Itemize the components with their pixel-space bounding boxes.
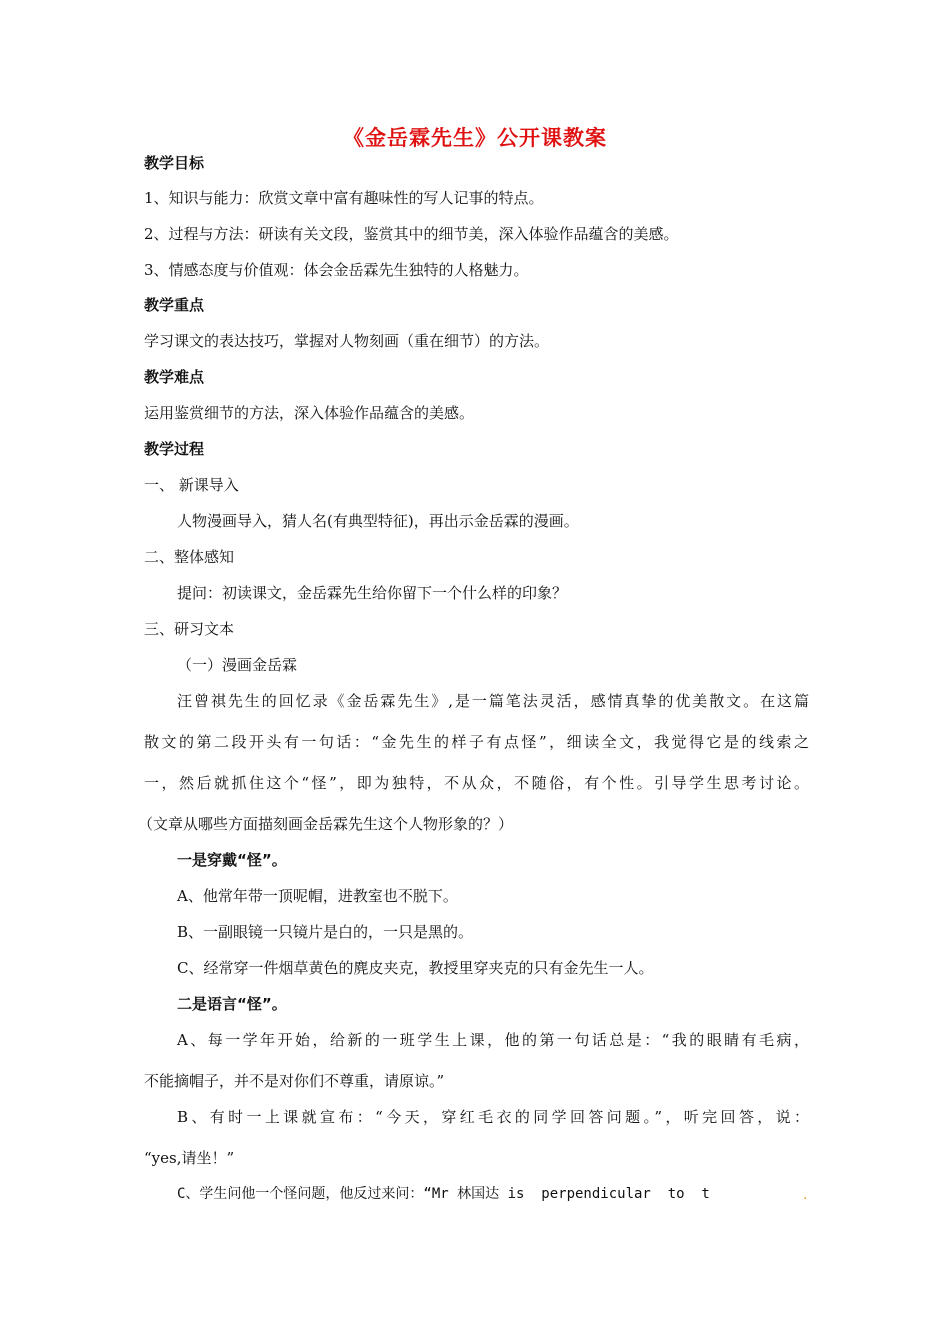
speech-item-c-line1: C、学生问他一个怪问题，他反过来问：“Mr 林国达 is perpendicular to t	[177, 1186, 710, 1202]
dress-heading: 一是穿戴“怪”。	[177, 851, 287, 869]
step1-title: 一、 新课导入	[144, 476, 239, 494]
key-text: 学习课文的表达技巧，掌握对人物刻画（重在细节）的方法。	[144, 332, 550, 350]
speech-item-a-line2: 不能摘帽子，并不是对你们不尊重，请原谅。”	[144, 1072, 445, 1090]
dress-item-a: A、他常年带一顶呢帽，进教室也不脱下。	[177, 887, 458, 905]
dress-item-b: B、一副眼镜一只镜片是白的，一只是黑的。	[177, 923, 474, 941]
para1-line2: 散文的第二段开头有一句话：“金先生的样子有点怪”，细读全文，我觉得它是的线索之	[144, 733, 809, 751]
step2-title: 二、整体感知	[144, 548, 235, 566]
para1-line1: 汪曾祺先生的回忆录《金岳霖先生》,是一篇笔法灵活，感情真挚的优美散文。在这篇	[177, 692, 809, 710]
step1-text: 人物漫画导入，猜人名(有典型特征)，再出示金岳霖的漫画。	[177, 512, 579, 530]
para1-line4: （文章从哪些方面描刻画金岳霖先生这个人物形象的？）	[138, 815, 514, 833]
speech-item-b-line2: “yes,请坐！”	[144, 1149, 235, 1167]
difficulty-heading: 教学难点	[144, 368, 205, 386]
objectives-heading: 教学目标	[144, 154, 205, 172]
speech-item-a-line1: A、每一学年开始，给新的一班学生上课，他的第一句话总是：“我的眼睛有毛病，	[177, 1031, 809, 1049]
document-title: 《金岳霖先生》公开课教案	[343, 126, 607, 150]
para1-line3: 一，然后就抓住这个“怪”，即为独特，不从众，不随俗，有个性。引导学生思考讨论。	[144, 774, 809, 792]
speech-heading: 二是语言“怪”。	[177, 995, 287, 1013]
step3-title: 三、研习文本	[144, 620, 235, 638]
speech-item-b-line1: B、有时一上课就宣布：“今天，穿红毛衣的同学回答问题。”，听完回答，说：	[177, 1108, 809, 1126]
objective-2: 2、过程与方法：研读有关文段，鉴赏其中的细节美，深入体验作品蕴含的美感。	[144, 225, 679, 243]
sub1-title: （一）漫画金岳霖	[177, 656, 298, 674]
cursor-dot: .	[803, 1187, 808, 1203]
dress-item-c: C、经常穿一件烟草黄色的麂皮夹克，教授里穿夹克的只有金先生一人。	[177, 959, 654, 977]
difficulty-text: 运用鉴赏细节的方法，深入体验作品蕴含的美感。	[144, 404, 475, 422]
step2-text: 提问：初读课文，金岳霖先生给你留下一个什么样的印象？	[177, 584, 568, 602]
key-heading: 教学重点	[144, 296, 205, 314]
objective-3: 3、情感态度与价值观：体会金岳霖先生独特的人格魅力。	[144, 261, 529, 279]
process-heading: 教学过程	[144, 440, 205, 458]
objective-1: 1、知识与能力：欣赏文章中富有趣味性的写人记事的特点。	[144, 189, 544, 207]
